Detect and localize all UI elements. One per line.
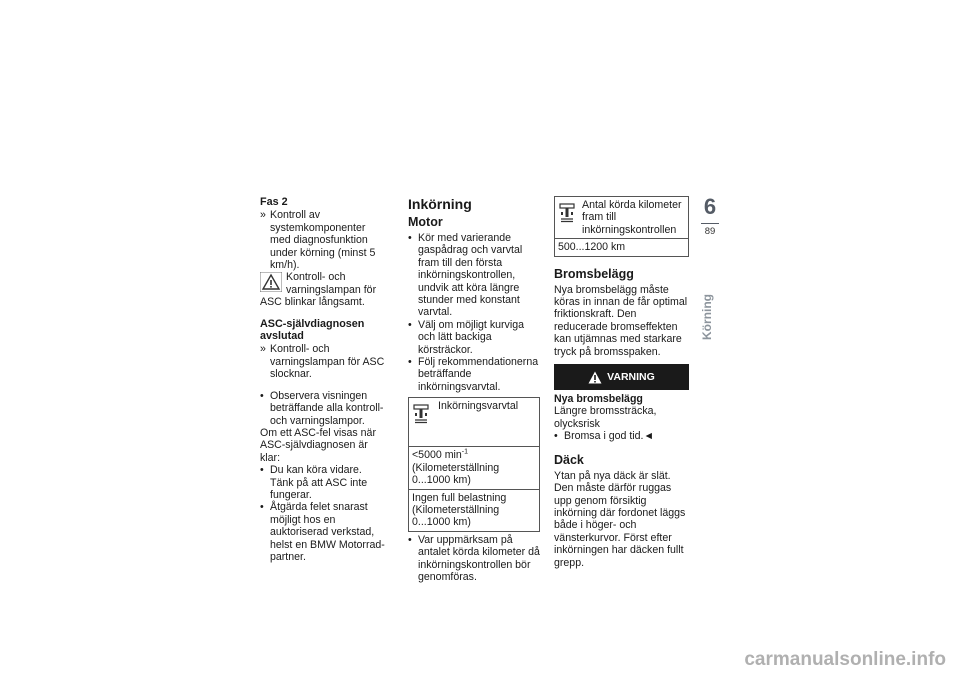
table-header xyxy=(555,197,688,238)
step-item xyxy=(260,343,386,380)
bullet-marker: • xyxy=(260,464,264,477)
bullet-text: Du kan köra vidare. Tänk på att ASC inte fungerar. xyxy=(270,464,368,501)
note xyxy=(260,271,386,308)
column-middle xyxy=(408,196,540,583)
warning-text: Längre bromssträcka, olycksrisk xyxy=(554,405,657,430)
bullet-text: Bromsa i god tid.◄ xyxy=(564,430,654,443)
table-row: Ingen full belastning (Kilometerställning 0...1000 km) xyxy=(409,489,539,531)
bullet-marker: • xyxy=(260,389,264,402)
bullet-item xyxy=(260,464,386,501)
bullet-item xyxy=(260,501,386,563)
table-cell-sup: -1 xyxy=(461,448,469,456)
step-text: Kontroll av systemkomponenter med diagnosfunktion under körning (minst 5 km/h). xyxy=(270,209,376,272)
wrench-gauge-icon xyxy=(558,203,576,223)
watermark: carmanualsonline.info xyxy=(744,649,946,670)
bullet-item xyxy=(408,534,540,584)
chapter-label: Körning xyxy=(700,294,714,340)
warning-title: Nya bromsbelägg xyxy=(554,393,643,406)
paragraph: Nya bromsbelägg måste köras in innan de får optimal friktionskraft. Den reducerade bromseffekten kan utjämnas med starkare tryck på bromsspaken. xyxy=(554,283,688,358)
note-text: Kontroll- och varningslampan för ASC blinkar långsamt. xyxy=(260,271,377,309)
warning-triangle-icon xyxy=(260,272,282,292)
paragraph: Ytan på nya däck är slät. Den måste därför ruggas upp genom försiktig inkörning där fordonet läggs både i höger- och vänsterkurvor. Först efter inkörningen har däcken fullt grepp. xyxy=(554,469,686,569)
bullet-text: Kör med varierande gaspådrag och varvtal fram till den första inkörningskontrollen, undvik att köra längre stunder med konstant varvtal. xyxy=(418,232,523,319)
column-right xyxy=(554,196,689,569)
section-title: ASC-självdiagnosen avslutad xyxy=(260,317,365,343)
wrench-gauge-icon xyxy=(412,404,430,424)
bullet-item xyxy=(408,232,540,319)
column-left xyxy=(260,196,386,563)
break-in-speed-table xyxy=(408,397,540,531)
step-marker: » xyxy=(260,209,266,222)
warning-label: VARNING xyxy=(607,370,655,383)
phase-title: Fas 2 xyxy=(260,196,288,208)
bullet-marker: • xyxy=(408,533,412,546)
divider xyxy=(701,223,719,224)
bullet-text: Observera visningen beträffande alla kontroll- och varningslampor. xyxy=(270,389,384,427)
bullet-item xyxy=(408,319,540,356)
table-header xyxy=(409,398,539,446)
bullet-item xyxy=(408,356,540,393)
step-text: Kontroll- och varningslampan för ASC slocknar. xyxy=(270,343,385,381)
bullet-item xyxy=(260,390,386,427)
step-marker: » xyxy=(260,343,266,356)
subsection-title: Motor xyxy=(408,215,443,229)
bullet-text: Välj om möjligt kurviga och lätt backiga körsträckor. xyxy=(418,318,524,356)
table-row: 500...1200 km xyxy=(555,238,688,255)
bullet-text: Följ rekommendationerna beträffande inkörningsvarvtal. xyxy=(418,356,539,393)
paragraph: Om ett ASC-fel visas när ASC-självdiagnosen är klar: xyxy=(260,426,376,464)
chapter-tab xyxy=(699,196,721,268)
subsection-title: Bromsbelägg xyxy=(554,266,634,281)
table-header-text: Antal körda kilometer fram till inkörningskontrollen xyxy=(582,199,682,236)
page-number: 89 xyxy=(704,226,716,237)
bullet-item xyxy=(554,430,689,442)
step-item xyxy=(260,209,386,271)
table-row xyxy=(409,446,539,488)
table-cell: <5000 min xyxy=(412,449,462,462)
section-title: Inkörning xyxy=(408,196,472,212)
bullet-marker: • xyxy=(260,501,264,514)
bullet-marker: • xyxy=(408,232,412,244)
break-in-km-table xyxy=(554,196,689,257)
table-header-text: Inkörningsvarvtal xyxy=(438,400,519,413)
bullet-marker: • xyxy=(408,356,412,369)
bullet-marker: • xyxy=(408,318,412,331)
exclamation-triangle-icon xyxy=(588,371,602,384)
table-cell: (Kilometerställning 0...1000 km) xyxy=(412,461,500,487)
bullet-text: Åtgärda felet snarast möjligt hos en auktoriserad verkstad, helst en BMW Motorrad-partner. xyxy=(270,501,385,563)
bullet-text: Var uppmärksam på antalet körda kilometer då inkörningskontrollen bör genomföras. xyxy=(418,533,540,583)
chapter-number: 6 xyxy=(703,194,717,219)
warning-banner xyxy=(554,364,689,390)
bullet-marker: • xyxy=(554,430,558,443)
subsection-title: Däck xyxy=(554,452,584,467)
